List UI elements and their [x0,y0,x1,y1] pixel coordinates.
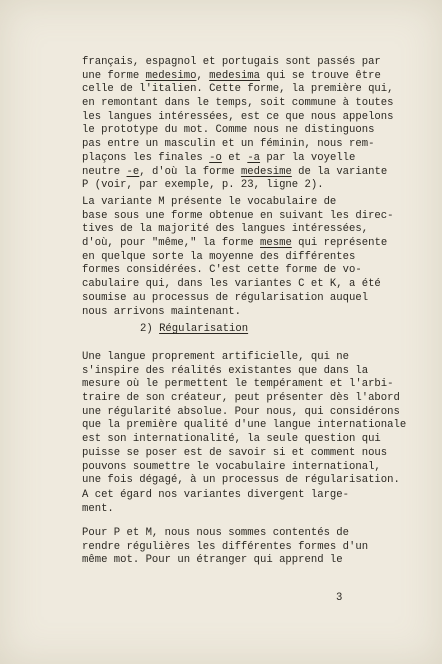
section-title: Régularisation [159,323,249,335]
text-line: plaçons les finales -o et -a par la voyelle [82,151,356,164]
text-line: Une langue proprement artificielle, qui ne [82,351,350,363]
text-line: que la première qualité d'une langue internationale [82,419,407,432]
section-number: 2) [140,323,160,335]
text-line: neutre -e, d'où la forme medesime de la variante [82,165,388,178]
underlined-word: medesime [240,165,292,178]
text-line: une régularité absolue. Pour nous, qui considérons [82,405,400,418]
paragraph-4 [82,489,402,516]
paragraph-3 [82,351,407,488]
underlined-word: medesimo [145,69,197,82]
paragraph-5 [82,527,402,568]
text-line: base sous une forme obtenue en suivant les direc- [82,209,394,222]
paragraph-2 [82,196,402,319]
text-line: formes considérées. C'est cette forme de vo- [82,264,362,277]
text-line: français, espagnol et portugais sont passés par [82,56,381,68]
text-line: ment. [82,502,114,515]
text-line: P (voir, par exemple, p. 23, ligne 2). [82,179,324,192]
text-line: d'où, pour "même," la forme mesme qui représente [82,237,388,250]
section-heading [140,323,442,337]
text-line [140,323,442,337]
text-line: en quelque sorte la moyenne des différentes [82,250,356,263]
paragraph-1 [82,56,402,193]
text-line: puisse se poser est de savoir si et comment nous [82,446,388,459]
text-line: tives de la majorité des langues intéressées, [82,223,369,236]
text-line: soumise au processus de régularisation auquel [82,291,369,304]
text-line: mesure où le permettent le tempérament et l'arbi- [82,378,394,391]
text-line: traire de son créateur, peut présenter dès l'abord [82,392,400,405]
text-line: une forme medesimo, medesima qui se trouve être [82,69,381,82]
underlined-word: -a [247,151,261,164]
text-line: Pour P et M, nous nous sommes contentés de [82,527,350,539]
underlined-word: -o [209,151,222,164]
page-number: 3 [336,592,343,604]
text-line: rendre régulières les différentes formes d'un [82,540,369,553]
text-line: même mot. Pour un étranger qui apprend le [82,554,343,567]
underlined-word: medesima [209,69,261,82]
text-line: pas entre un masculin et un féminin, nous rem- [82,138,375,151]
text-line: les langues intéressées, est ce que nous appelons [82,110,394,123]
text-line: une fois dégagé, à un processus de régularisation. [82,474,400,487]
text-line: nous arrivons maintenant. [82,305,241,318]
text-line: en remontant dans le temps, soit commune à toutes [82,97,394,110]
text-line: celle de l'italien. Cette forme, la première qui, [82,83,394,96]
text-line: s'inspire des réalités existantes que dans la [82,364,369,377]
underlined-word: mesme [260,237,292,250]
text-line: La variante M présente le vocabulaire de [82,196,337,208]
text-line: le prototype du mot. Comme nous ne distinguons [82,124,375,137]
underlined-word: -e [126,165,140,178]
text-line: A cet égard nos variantes divergent large- [82,489,350,501]
text-line: cabulaire qui, dans les variantes C et K, a été [82,278,381,291]
text-line: pouvons soumettre le vocabulaire international, [82,460,381,473]
text-line: est son internationalité, la seule question qui [82,433,381,446]
